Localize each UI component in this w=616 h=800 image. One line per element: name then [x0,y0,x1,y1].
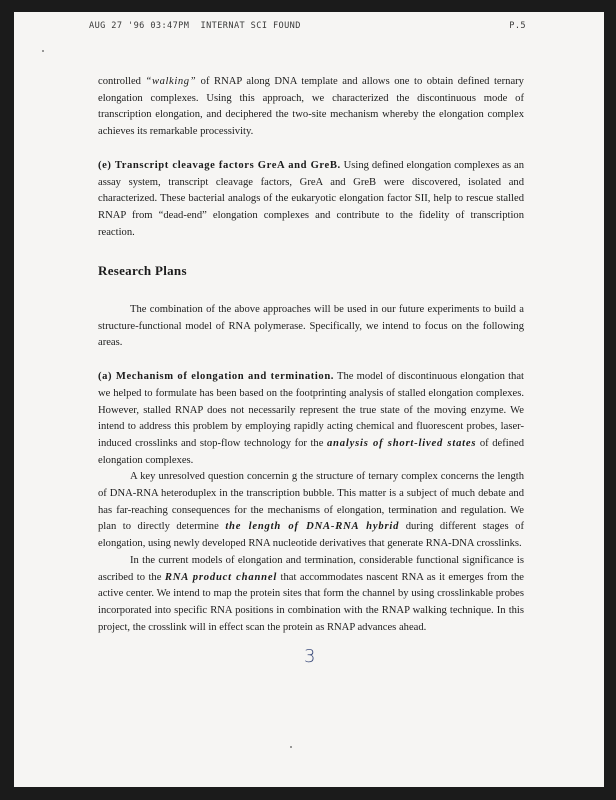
fax-sender: INTERNAT SCI FOUND [200,21,301,31]
section-a-title: (a) Mechanism of elongation and termination. [98,371,335,383]
emphasis-product-channel: RNA product channel [164,571,278,583]
section-a-paragraph-3: In the current models of elongation and termination, considerable functional significance is ascribed to the RNA product channel that accommodates nascent RNA as it emerges from the active center. We intend to map the protein sites that form the channel by using crosslinkable probes incorporated into specific RNA positions in combination with the RNAP walking technique. In this project, the crosslink will in effect scan the protein as RNAP advances ahead. [98,554,524,633]
fax-header-left [89,21,301,31]
document-body [98,74,524,636]
scan-speck [42,50,44,52]
fax-datetime: AUG 27 '96 03:47PM [89,21,190,31]
walking-term: “walking” [145,76,197,87]
section-e-title: (e) Transcript cleavage factors GreA and GreB. [98,159,341,171]
section-a-paragraph-1: (a) Mechanism of elongation and termination. The model of discontinuous elongation that we helped to formulate has been based on the footprinting analysis of stalled elongation complexes. However, stalled RNAP does not necessarily represent the true state of the moving enzyme. We intend to address this problem by employing rapidly acting chemical and fluorescent probes, laser-induced crosslinks and stop-flow technology for the analysis of short-lived states of defined elongation complexes. [98,371,525,466]
document-page [14,12,604,787]
fax-page-number: P.5 [509,21,526,31]
fax-header [89,21,526,31]
intro-paragraph: controlled “walking” of RNAP along DNA template and allows one to obtain defined ternary elongation complexes. Using this approach, we characterized the discontinuous mode of transcription elongation, and deciphered the two-site mechanism whereby the elongation complex achieves its remarkable processivity. [98,76,524,138]
emphasis-short-lived: analysis of short-lived states [326,437,477,449]
section-a-paragraph-2: A key unresolved question concernin g the structure of ternary complex concerns the length of DNA-RNA heteroduplex in the transcription bubble. This matter is a subject of much debate and has far-reaching consequences for the mechanisms of elongation, termination and regulation. We plan to directly determine the length of DNA-RNA hybrid during different stages of elongation, using newly developed RNA nucleotide derivatives that generate RNA-DNA crosslinks. [98,471,524,550]
section-e-paragraph: (e) Transcript cleavage factors GreA and GreB. Using defined elongation complexes as an assay system, transcript cleavage factors, GreA and GreB were discovered, isolated and characterized. These bacterial analogs of the eukaryotic elongation factor SII, help to rescue stalled RNAP from “dead-end” elongation complexes and contribute to the fidelity of transcription reaction. [98,159,525,238]
handwritten-page-number: 3 [304,646,316,667]
research-plans-intro: The combination of the above approaches will be used in our future experiments to build a structure-functional model of RNA polymerase. Specifically, we intend to focus on the following areas. [98,304,524,349]
research-plans-heading: Research Plans [98,263,187,279]
scan-speck [290,746,292,748]
emphasis-hybrid-length: the length of DNA-RNA hybrid [225,521,400,533]
